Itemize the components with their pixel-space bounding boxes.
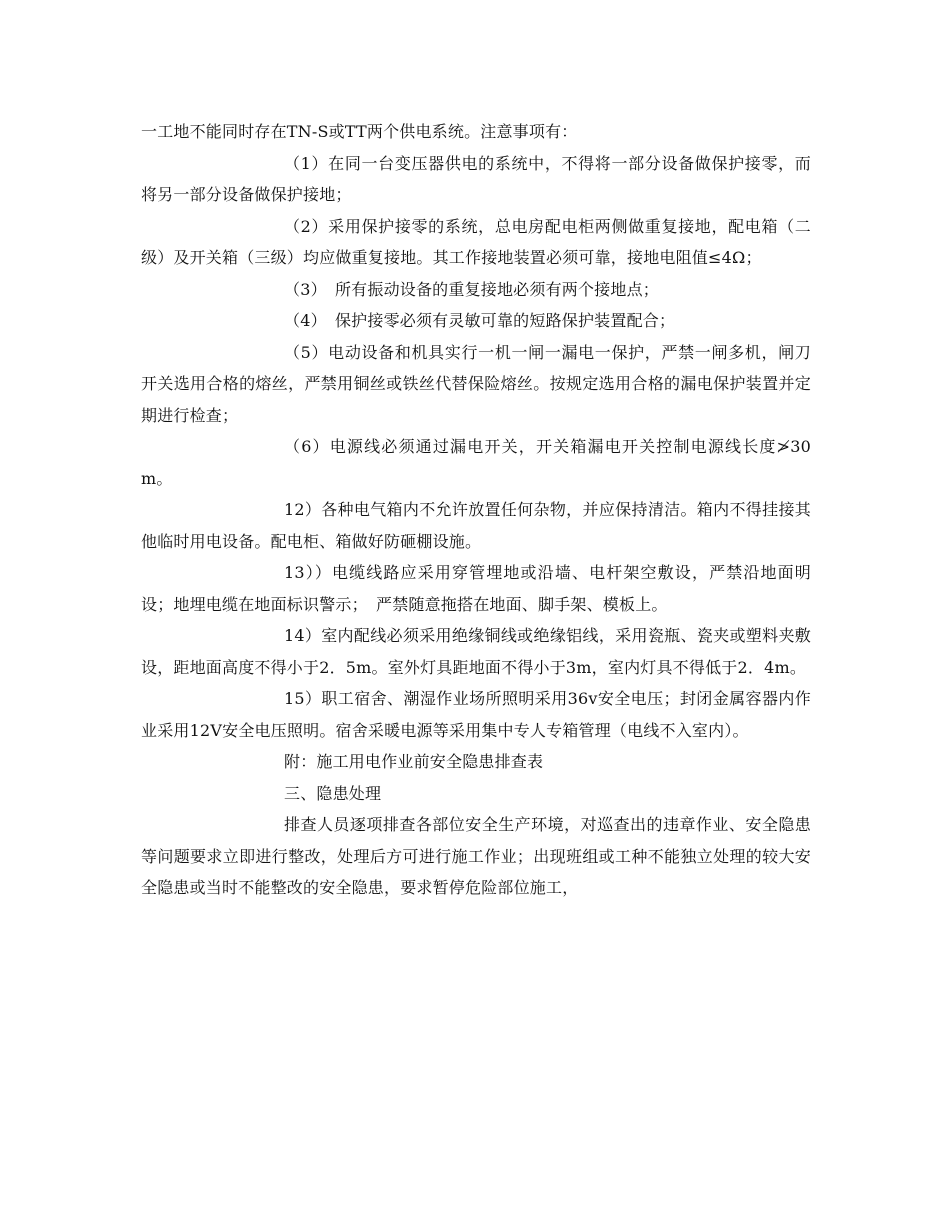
attachment-note: 附：施工用电作业前安全隐患排查表 [284,752,544,771]
paragraph-rule-13: 13））电缆线路应采用穿管埋地或沿墙、电杆架空敷设，严禁沿地面明设；地埋电缆在地面标识警示； 严禁随意拖搭在地面、脚手架、模板上。 [141,563,811,614]
paragraph-rule-12: 12）各种电气箱内不允许放置任何杂物，并应保持清洁。箱内不得挂接其他临时用电设备。配电柜、箱做好防砸棚设施。 [141,500,811,551]
paragraph-item-3: （3） 所有振动设备的重复接地必须有两个接地点； [284,279,659,299]
paragraph-rule-15: 15）职工宿舍、潮湿作业场所照明采用36v安全电压；封闭金属容器内作业采用12V安全电压照明。宿舍采暖电源等采用集中专人专箱管理（电线不入室内）。 [141,689,811,740]
paragraph-rule-14: 14）室内配线必须采用绝缘铜线或绝缘铝线，采用瓷瓶、瓷夹或塑料夹敷设，距地面高度不得小于2．5m。室外灯具距地面不得小于3m，室内灯具不得低于2．4m。 [141,626,811,677]
section-heading-hazard-handling: 三、隐患处理 [284,783,382,803]
paragraph-item-2: （2）采用保护接零的系统，总电房配电柜两侧做重复接地，配电箱（二级）及开关箱（三级）均应做重复接地。其工作接地装置必须可靠，接地电阻值≤4Ω； [141,216,811,267]
paragraph-item-6: （6）电源线必须通过漏电开关，开关箱漏电开关控制电源线长度≯30m。 [141,437,811,488]
paragraph-continuation: 一工地不能同时存在TN-S或TT两个供电系统。注意事项有： [141,122,578,141]
document-body [141,116,811,904]
paragraph-item-1: （1）在同一台变压器供电的系统中，不得将一部分设备做保护接零，而将另一部分设备做保护接地； [141,153,811,204]
paragraph-item-5: （5）电动设备和机具实行一机一闸一漏电一保护，严禁一闸多机，闸刀开关选用合格的熔丝，严禁用铜丝或铁丝代替保险熔丝。按规定选用合格的漏电保护装置并定期进行检查； [141,342,811,425]
paragraph-item-4: （4） 保护接零必须有灵敏可靠的短路保护装置配合； [284,311,676,330]
paragraph-hazard-handling: 排查人员逐项排查各部位安全生产环境，对巡查出的违章作业、安全隐患等问题要求立即进行整改，处理后方可进行施工作业；出现班组或工种不能独立处理的较大安全隐患或当时不能整改的安全隐患，要求暂停危险部位施工， [141,815,811,897]
